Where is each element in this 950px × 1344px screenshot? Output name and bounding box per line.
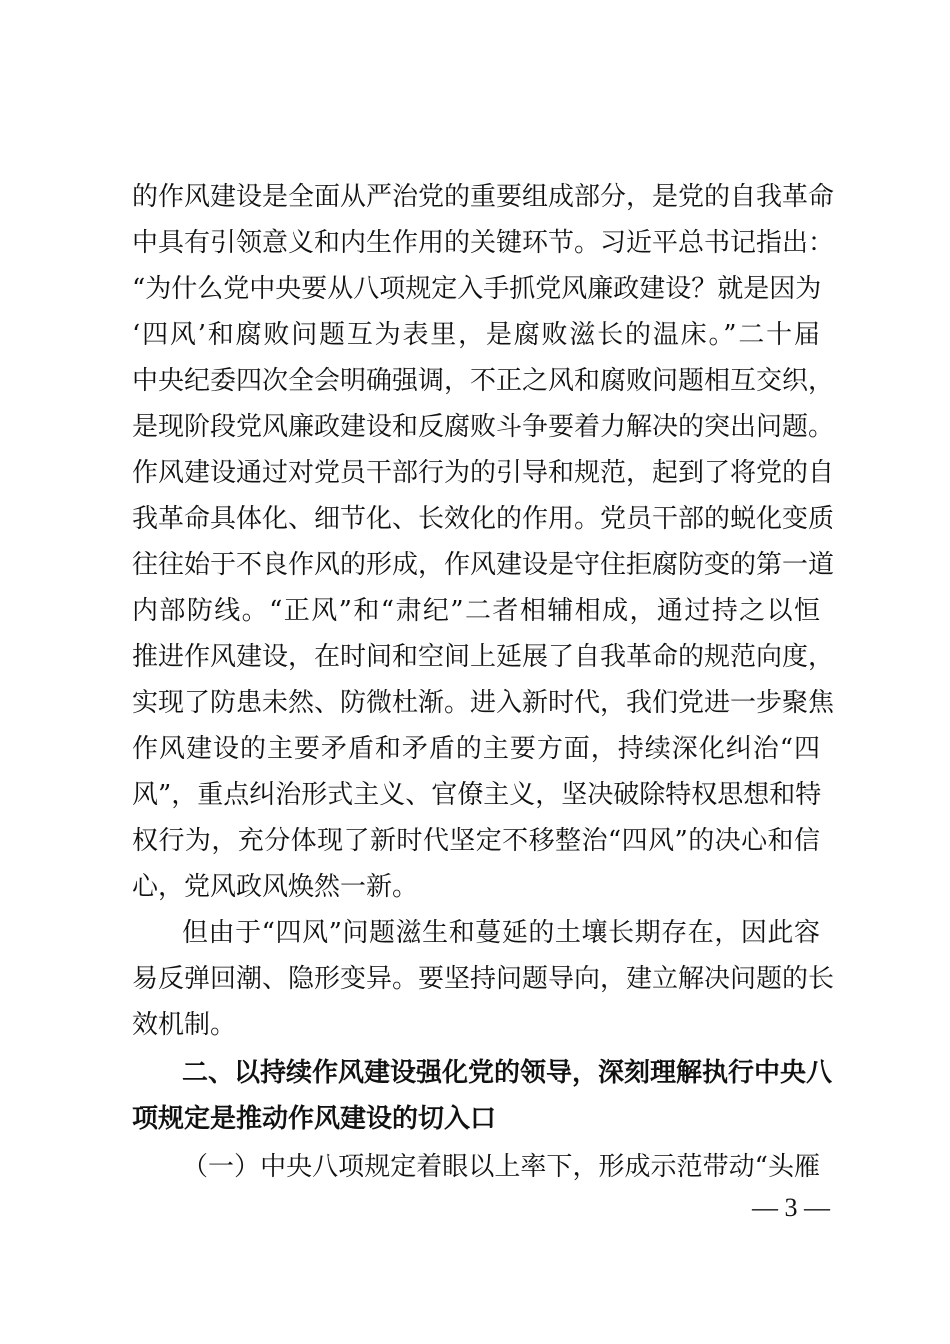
body-text-line: 中央纪委四次全会明确强调，不正之风和腐败问题相互交织， [132, 366, 835, 396]
subsection-heading-line: （一）中央八项规定着眼以上率下，形成示范带动“头雁 [182, 1152, 820, 1182]
body-text-line: 实现了防患未然、防微杜渐。进入新时代，我们党进一步聚焦 [132, 688, 835, 718]
body-text-line: 但由于“四风”问题滋生和蔓延的土壤长期存在，因此容 [182, 918, 820, 948]
body-text-line: 推进作风建设，在时间和空间上延展了自我革命的规范向度， [132, 642, 835, 672]
section-heading-line: 二、以持续作风建设强化党的领导，深刻理解执行中央八 [182, 1058, 833, 1088]
body-text-line: ‘四风’和腐败问题互为表里，是腐败滋长的温床。”二十届 [132, 320, 820, 350]
body-text-line: 我革命具体化、细节化、长效化的作用。党员干部的蜕化变质 [132, 504, 835, 534]
body-text-line: 易反弹回潮、隐形变异。要坚持问题导向，建立解决问题的长 [132, 964, 835, 994]
body-text-line: 中具有引领意义和内生作用的关键环节。习近平总书记指出： [132, 228, 835, 258]
body-text-line: 作风建设的主要矛盾和矛盾的主要方面，持续深化纠治“四 [132, 734, 820, 764]
body-text-line: “为什么党中央要从八项规定入手抓党风廉政建设？就是因为 [132, 274, 822, 304]
body-text-line: 作风建设通过对党员干部行为的引导和规范，起到了将党的自 [132, 458, 835, 488]
body-text-line: 的作风建设是全面从严治党的重要组成部分，是党的自我革命 [132, 182, 835, 212]
body-text-line: 风”，重点纠治形式主义、官僚主义，坚决破除特权思想和特 [132, 780, 822, 810]
body-text-line: 是现阶段党风廉政建设和反腐败斗争要着力解决的突出问题。 [132, 412, 835, 442]
body-text-line: 心，党风政风焕然一新。 [132, 872, 419, 902]
body-text-line: 效机制。 [132, 1010, 237, 1040]
page-number: — 3 — [752, 1193, 830, 1222]
body-text-line: 权行为，充分体现了新时代坚定不移整治“四风”的决心和信 [132, 826, 820, 856]
body-text-line: 内部防线。“正风”和“肃纪”二者相辅相成，通过持之以恒 [132, 596, 820, 626]
section-heading-line: 项规定是推动作风建设的切入口 [132, 1104, 497, 1134]
body-text-line: 往往始于不良作风的形成，作风建设是守住拒腐防变的第一道 [132, 550, 835, 580]
